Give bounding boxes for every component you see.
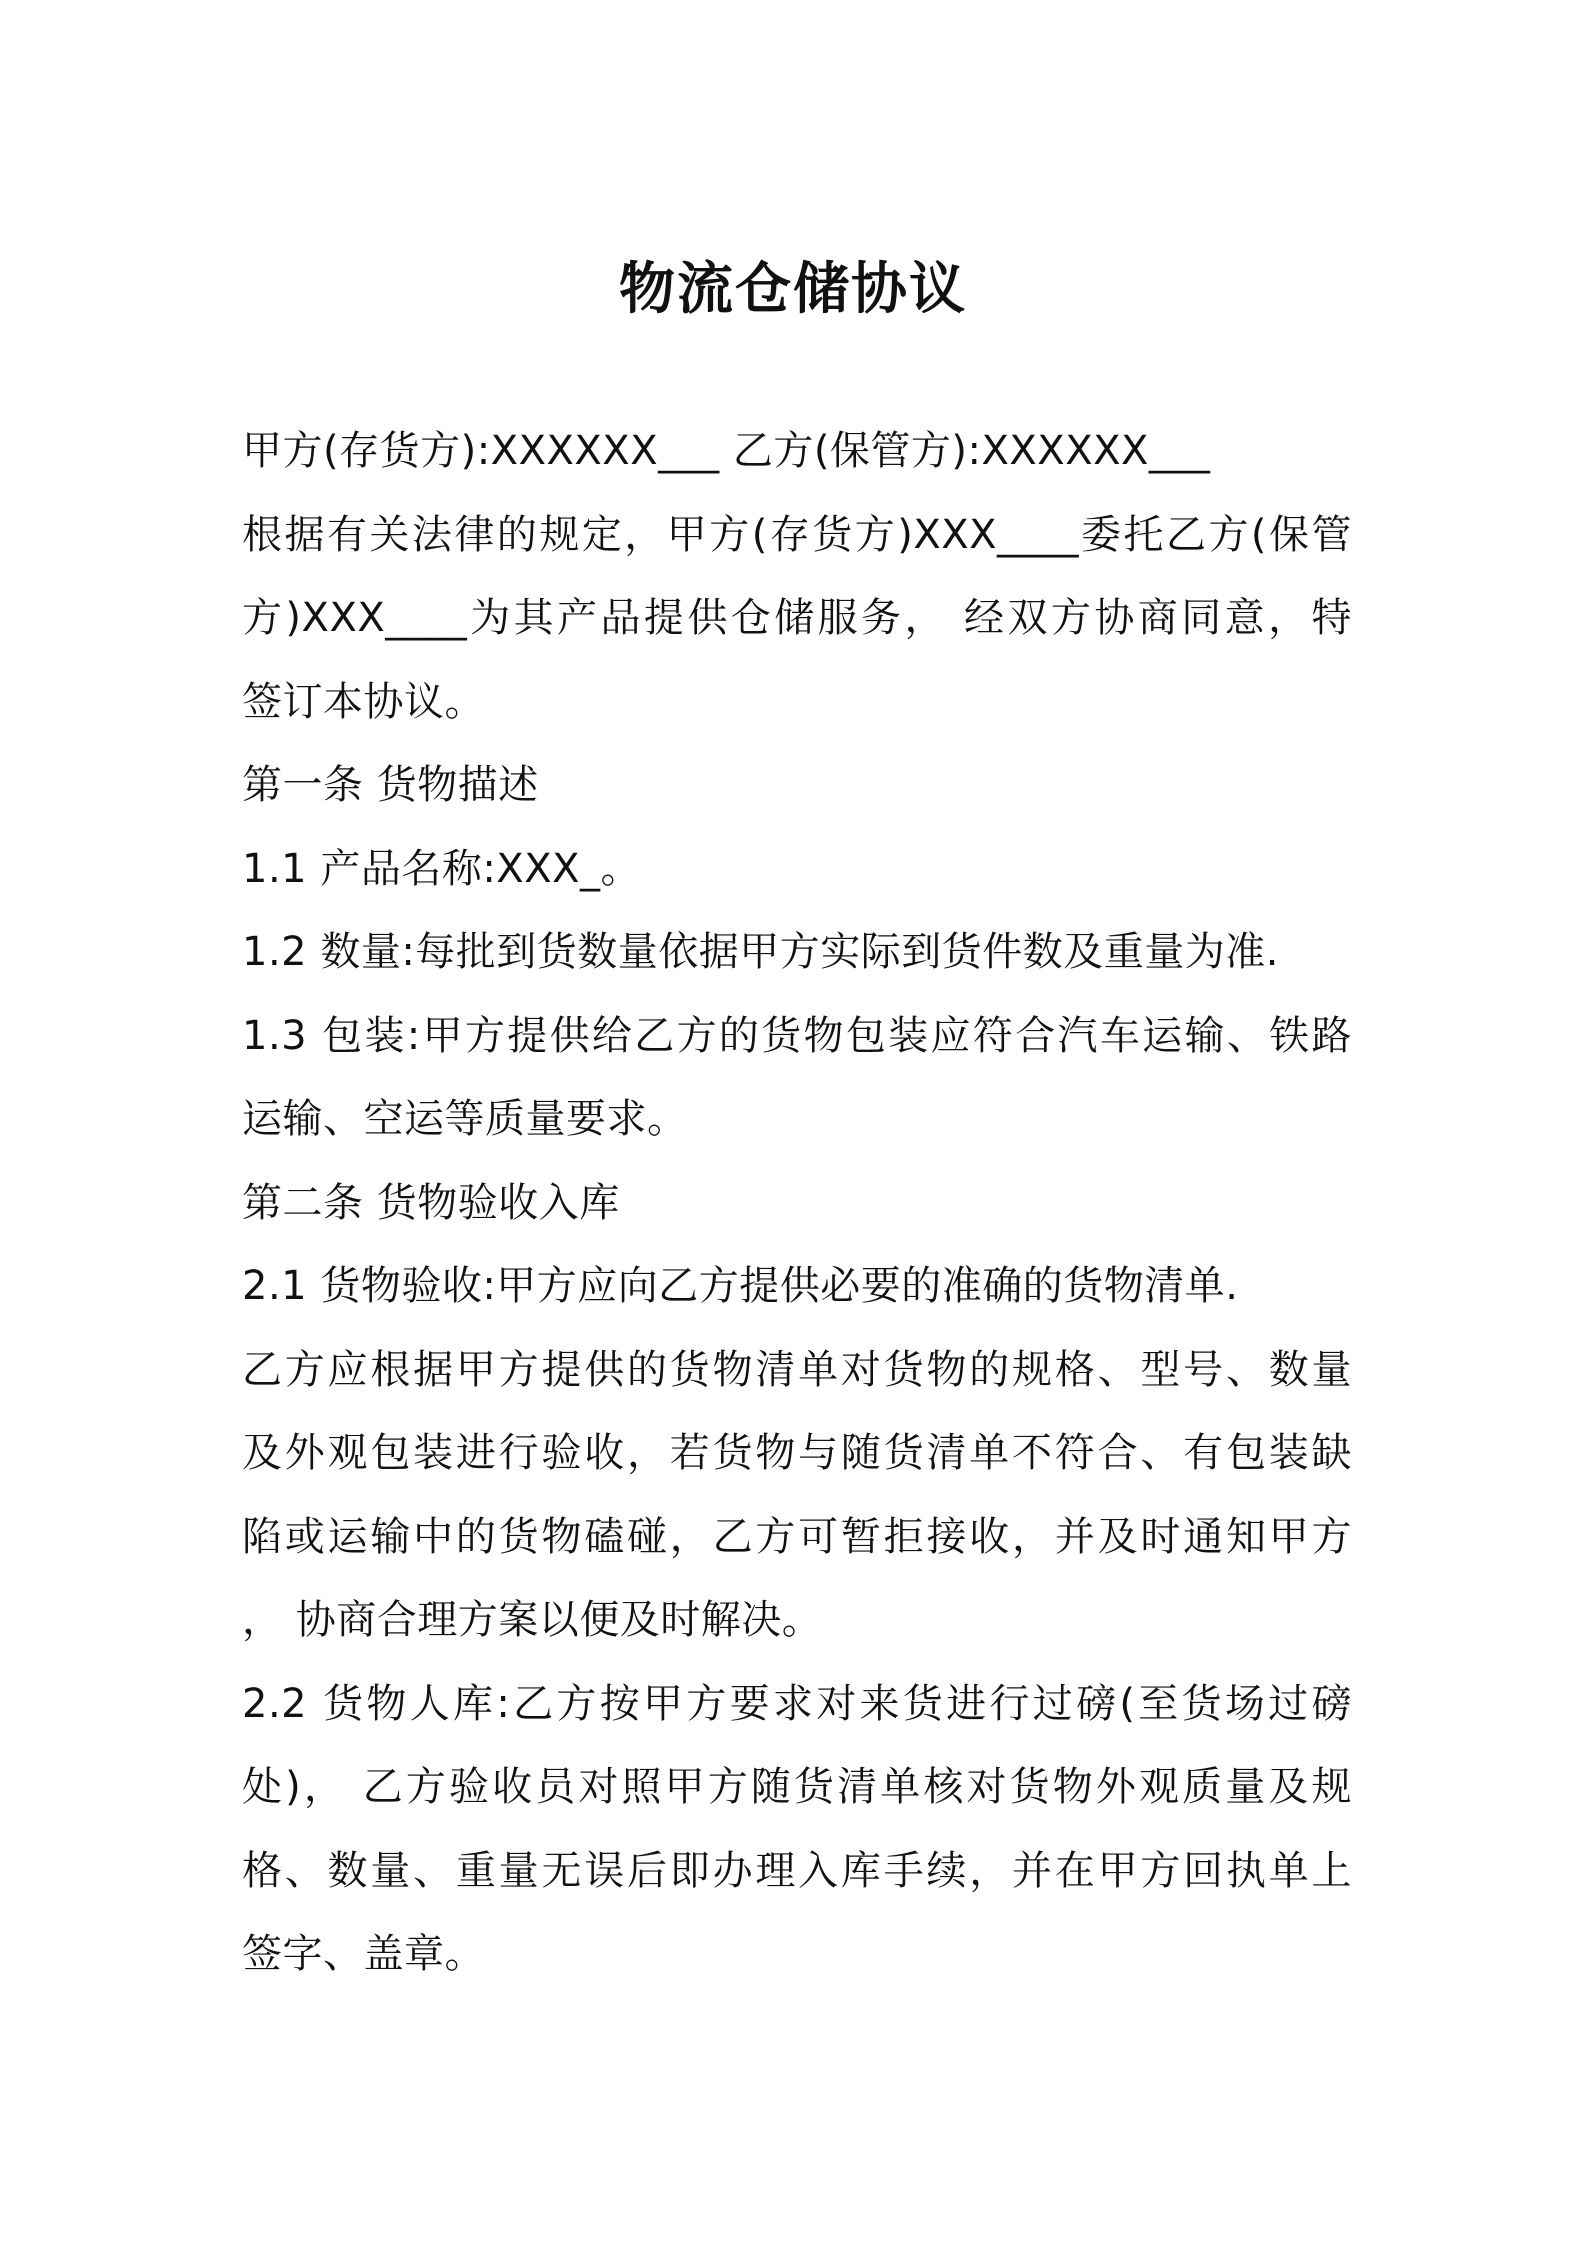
clause-line: 乙方应根据甲方提供的货物清单对货物的规格、型号、数量 [242, 1346, 1352, 1393]
clause-line: 签字、盖章。 [242, 1931, 485, 1977]
clause-line: 1.2 数量:每批到货数量依据甲方实际到货件数及重量为准. [242, 929, 1280, 975]
clause-line: 格、数量、重量无误后即办理入库手续，并在甲方回执单上 [242, 1847, 1352, 1894]
article-heading: 第一条 货物描述 [242, 762, 539, 808]
paragraph-line: 根据有关法律的规定，甲方(存货方)XXX____委托乙方(保管 [242, 511, 1352, 558]
paragraph-line: 方)XXX____为其产品提供仓储服务， 经双方协商同意，特 [242, 595, 1352, 641]
clause-line: 2.1 货物验收:甲方应向乙方提供必要的准确的货物清单. [242, 1263, 1239, 1309]
document-title: 物流仓储协议 [619, 257, 967, 322]
clause-line: 陷或运输中的货物磕碰，乙方可暂拒接收，并及时通知甲方 [242, 1513, 1352, 1560]
document-body [242, 410, 1352, 1997]
paragraph-line: 签订本协议。 [242, 678, 485, 725]
clause-line: 1.1 产品名称:XXX_。 [242, 845, 642, 892]
clause-line: 处)， 乙方验收员对照甲方随货清单核对货物外观质量及规 [242, 1764, 1352, 1810]
clause-line: 及外观包装进行验收，若货物与随货清单不符合、有包装缺 [242, 1430, 1352, 1476]
clause-line: 1.3 包装:甲方提供给乙方的货物包装应符合汽车运输、铁路 [242, 1012, 1352, 1059]
clause-line: 运输、空运等质量要求。 [242, 1096, 688, 1142]
clause-line: 2.2 货物人库:乙方按甲方要求对来货进行过磅(至货场过磅 [242, 1680, 1352, 1727]
article-heading: 第二条 货物验收入库 [242, 1179, 620, 1226]
clause-line: ， 协商合理方案以便及时解决。 [242, 1597, 823, 1643]
party-info-line: 甲方(存货方):XXXXXX___ 乙方(保管方):XXXXXX___ [242, 428, 1211, 474]
